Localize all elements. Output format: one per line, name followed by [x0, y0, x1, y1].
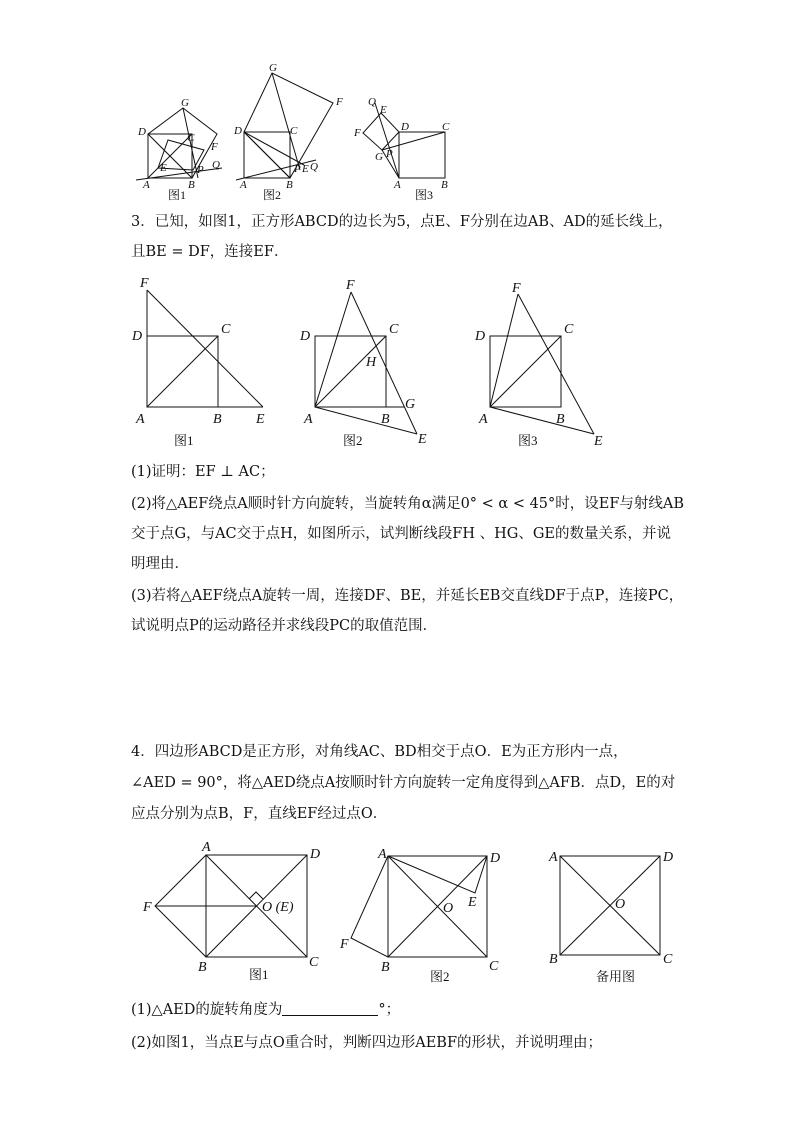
- q4-figure-2: [339, 847, 500, 984]
- top-fig1-label-q: Q: [212, 159, 220, 171]
- top-fig1-label-p: P: [197, 164, 204, 176]
- q3-fig3-label-d: D: [475, 329, 486, 344]
- q3-part-2-line-3: 明理由．: [131, 556, 189, 572]
- q3-part-1: (1)证明：EF ⊥ AC；: [131, 464, 275, 480]
- top-fig3-label-d: D: [401, 121, 409, 133]
- q4-fig2-label-b: B: [381, 960, 390, 975]
- q4-fig1-label-d: D: [310, 847, 321, 862]
- q4-fig1-label-c: C: [309, 955, 319, 970]
- q3-fig2-label-c: C: [389, 322, 399, 337]
- q4-fig2-label-f: F: [340, 937, 349, 952]
- q3-fig2-line-af: [315, 292, 351, 407]
- q3-fig1-label-a: A: [136, 412, 145, 427]
- q4-fig3-label-a: A: [549, 850, 558, 865]
- top-fig2-label-e: E: [302, 163, 309, 175]
- q4-stem-line-2: ∠AED = 90°，将△AED绕点A按顺时针方向旋转一定角度得到△AFB．点D，E的对: [131, 775, 676, 791]
- q4-figure-1: [142, 840, 320, 982]
- top-fig1-label-b: B: [188, 179, 195, 191]
- q3-fig2-caption: 图2: [343, 433, 363, 448]
- top-fig3-caption: 图3: [415, 188, 434, 202]
- top-fig1-label-a: A: [143, 179, 150, 191]
- q4-fig2-triangle-afb: [351, 856, 388, 957]
- q4-part-2: (2)如图1，当点E与点O重合时，判断四边形AEBF的形状，并说明理由；: [131, 1035, 603, 1051]
- q4-fig1-label-a: A: [202, 840, 211, 855]
- q3-fig1-label-f: F: [140, 276, 149, 291]
- q3-fig3-label-a: A: [479, 412, 488, 427]
- q4-fig3-label-b: B: [549, 952, 558, 967]
- q3-fig3-label-b: B: [556, 412, 565, 427]
- q4-part-1-answer-blank[interactable]: [282, 1001, 378, 1016]
- q4-part-1-text: (1)△AED的旋转角度为: [131, 1002, 283, 1018]
- q4-fig3-caption: 备用图: [596, 969, 636, 984]
- q3-fig1-label-c: C: [221, 322, 231, 337]
- q4-fig1-right-angle-mark: [249, 892, 263, 899]
- top-fig2-label-b: B: [286, 179, 293, 191]
- q3-fig2-label-h: H: [366, 355, 377, 370]
- q3-fig1-caption: 图1: [174, 433, 194, 448]
- q4-fig2-caption: 图2: [430, 969, 450, 984]
- q3-figure-2: [299, 278, 427, 448]
- q4-fig2-label-o: O: [443, 901, 454, 916]
- top-fig1-label-c: C: [187, 132, 195, 144]
- q4-fig3-label-o: O: [615, 897, 626, 912]
- q4-fig2-label-a: A: [378, 847, 387, 862]
- q4-fig2-label-c: C: [489, 959, 499, 974]
- top-fig2-caption: 图2: [263, 188, 282, 202]
- top-figure-3: [353, 96, 450, 202]
- q3-fig2-label-g: G: [405, 397, 416, 412]
- top-fig3-label-e: E: [380, 104, 387, 116]
- q4-fig2-triangle-aed: [388, 856, 487, 893]
- q3-fig3-caption: 图3: [518, 433, 538, 448]
- q4-part-1: [131, 1000, 400, 1020]
- q3-fig3-line-ae: [490, 407, 594, 434]
- top-fig2-outer: [244, 73, 333, 178]
- q4-stem-line-3: 应点分别为点B，F，直线EF经过点O．: [131, 806, 388, 822]
- q3-figure-3: [474, 281, 603, 449]
- top-fig3-label-g: G: [375, 151, 383, 163]
- top-figure-2: [233, 62, 343, 202]
- q3-fig3-label-f: F: [512, 281, 521, 296]
- q3-stem-line-1: 3．已知，如图1，正方形ABCD的边长为5，点E、F分别在边AB、AD的延长线上，: [131, 214, 673, 230]
- q4-fig2-label-e: E: [468, 895, 477, 910]
- q3-part-2-line-1: (2)将△AEF绕点A顺时针方向旋转，当旋转角α满足0° < α < 45°时，设EF与射线AB: [131, 496, 685, 512]
- q4-fig1-caption: 图1: [249, 967, 269, 982]
- top-fig2-label-f: F: [336, 96, 343, 108]
- q4-part-1-degree: °；: [378, 1002, 401, 1018]
- q3-part-3-line-2: 试说明点P的运动路径并求线段PC的取值范围．: [131, 618, 438, 634]
- top-fig2-label-p: P: [294, 163, 301, 175]
- q3-figure-1: [131, 276, 265, 448]
- top-fig3-label-p: P: [386, 148, 393, 160]
- q3-fig1-label-b: B: [213, 412, 222, 427]
- q3-fig2-label-b: B: [381, 412, 390, 427]
- q4-fig2-label-d: D: [490, 851, 501, 866]
- q4-fig3-label-d: D: [663, 850, 674, 865]
- q3-fig2-line-ae: [315, 407, 417, 434]
- top-fig3-small-square: [363, 113, 399, 150]
- q3-fig1-line-ac: [147, 336, 218, 407]
- q3-fig2-label-e: E: [418, 432, 427, 447]
- q4-fig1-label-oe: O (E): [262, 900, 294, 915]
- top-fig3-label-f: F: [354, 127, 361, 139]
- top-figure-1: [136, 97, 222, 202]
- top-fig1-label-e: E: [160, 162, 167, 174]
- q3-fig2-label-a: A: [304, 412, 313, 427]
- top-fig3-line-qa: [375, 103, 399, 178]
- q3-part-2-line-2: 交于点G，与AC交于点H，如图所示，试判断线段FH 、HG、GE的数量关系，并说: [131, 526, 672, 542]
- q4-fig1-label-f: F: [143, 900, 152, 915]
- q3-fig2-label-f: F: [346, 278, 355, 293]
- top-fig3-label-c: C: [442, 121, 450, 133]
- q4-figure-3: [548, 850, 673, 984]
- top-fig3-label-a: A: [394, 179, 401, 191]
- top-fig1-label-g: G: [181, 97, 189, 109]
- top-fig2-diagonal: [244, 132, 290, 178]
- top-fig2-label-c: C: [290, 125, 298, 137]
- q4-stem-line-1: 4．四边形ABCD是正方形，对角线AC、BD相交于点O．E为正方形内一点，: [131, 744, 628, 760]
- q3-part-3-line-1: (3)若将△AEF绕点A旋转一周，连接DF、BE，并延长EB交直线DF于点P，连接PC，: [131, 588, 684, 604]
- q3-fig3-label-e: E: [594, 434, 603, 449]
- top-fig3-label-b: B: [441, 179, 448, 191]
- top-fig1-caption: 图1: [168, 188, 187, 202]
- top-fig2-label-g: G: [269, 62, 277, 74]
- q4-fig3-label-c: C: [663, 952, 673, 967]
- top-fig2-label-d: D: [234, 125, 242, 137]
- q3-fig2-label-d: D: [300, 329, 311, 344]
- top-fig2-label-q: Q: [310, 161, 318, 173]
- q3-fig3-line-af: [490, 294, 518, 407]
- q3-fig1-label-d: D: [132, 329, 143, 344]
- top-fig2-label-a: A: [240, 179, 247, 191]
- q4-fig1-label-b: B: [198, 960, 207, 975]
- q3-stem-line-2: 且BE = DF，连接EF．: [131, 244, 289, 260]
- q3-fig3-label-c: C: [564, 322, 574, 337]
- q3-fig3-line-ac: [490, 336, 561, 407]
- q3-fig1-label-e: E: [256, 412, 265, 427]
- top-fig3-label-q: Q: [368, 96, 376, 108]
- top-fig1-label-f: F: [211, 141, 218, 153]
- top-fig1-label-d: D: [138, 126, 146, 138]
